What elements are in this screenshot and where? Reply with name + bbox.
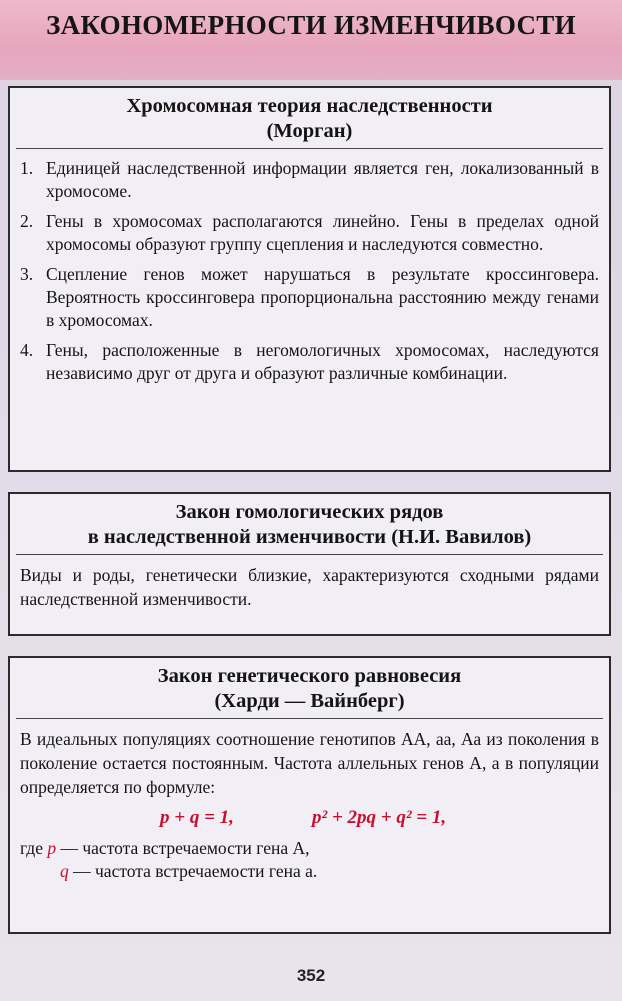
legend-p-symbol: p	[47, 838, 57, 858]
hardy-title-line2: (Харди — Вайнберг)	[214, 690, 405, 712]
morgan-rule-3	[20, 263, 599, 332]
legend-q-symbol: q	[60, 861, 69, 881]
rule-text: Единицей наследственной информации является ген, локализованный в хромосоме.	[46, 158, 599, 201]
morgan-theory-box	[8, 86, 611, 472]
formula-sum: p + q = 1,	[160, 807, 234, 828]
hardy-weinberg-box	[8, 656, 611, 934]
hardy-weinberg-title	[16, 658, 603, 719]
rule-number: 3.	[20, 264, 34, 284]
legend-p	[10, 837, 609, 860]
page-number: 352	[296, 966, 326, 985]
vavilov-title-line2: в наследственной изменчивости (Н.И. Вавилов)	[87, 526, 532, 548]
hardy-weinberg-text: В идеальных популяциях соотношение генотипов АА, аа, Аа из поколения в поколение остается постоянным. Частота аллельных генов А, а в популяции определяется по формуле:	[20, 729, 599, 797]
rule-text: Сцепление генов может нарушаться в результате кроссинговера. Вероятность кроссинговера пропорциональна расстоянию между генами в хромосомах.	[46, 264, 599, 330]
legend-prefix: где	[20, 838, 43, 858]
morgan-rule-2	[20, 210, 599, 256]
legend-q-text: — частота встречаемости гена а.	[73, 861, 318, 881]
legend-p-text: — частота встречаемости гена А,	[60, 838, 310, 858]
morgan-rules-list	[10, 149, 609, 385]
morgan-rule-1	[20, 157, 599, 203]
hardy-title-line1: Закон генетического равновесия	[157, 665, 462, 687]
morgan-title-line1: Хромосомная теория наследственности	[126, 95, 493, 117]
vavilov-title-line1: Закон гомологических рядов	[175, 501, 444, 523]
formula-square: p² + 2pq + q² = 1,	[312, 807, 447, 828]
vavilov-law-title	[16, 494, 603, 555]
page-title: ЗАКОНОМЕРНОСТИ ИЗМЕНЧИВОСТИ	[46, 10, 576, 40]
rule-text: Гены в хромосомах располагаются линейно. Гены в пределах одной хромосомы образуют группу сцепления и наследуются совместно.	[46, 211, 599, 254]
vavilov-law-box	[8, 492, 611, 636]
rule-number: 2.	[20, 211, 34, 231]
formula-row	[10, 803, 609, 837]
rule-number: 4.	[20, 340, 34, 360]
rule-text: Гены, расположенные в негомологичных хромосомах, наследуются независимо друг от друга и образуют различные комбинации.	[46, 340, 599, 383]
morgan-theory-title	[16, 88, 603, 149]
legend-q	[10, 860, 609, 883]
rule-number: 1.	[20, 158, 34, 178]
morgan-title-line2: (Морган)	[266, 120, 353, 142]
morgan-rule-4	[20, 339, 599, 385]
vavilov-law-text: Виды и роды, генетически близкие, характеризуются сходными рядами наследственной изменчивости.	[20, 565, 599, 609]
